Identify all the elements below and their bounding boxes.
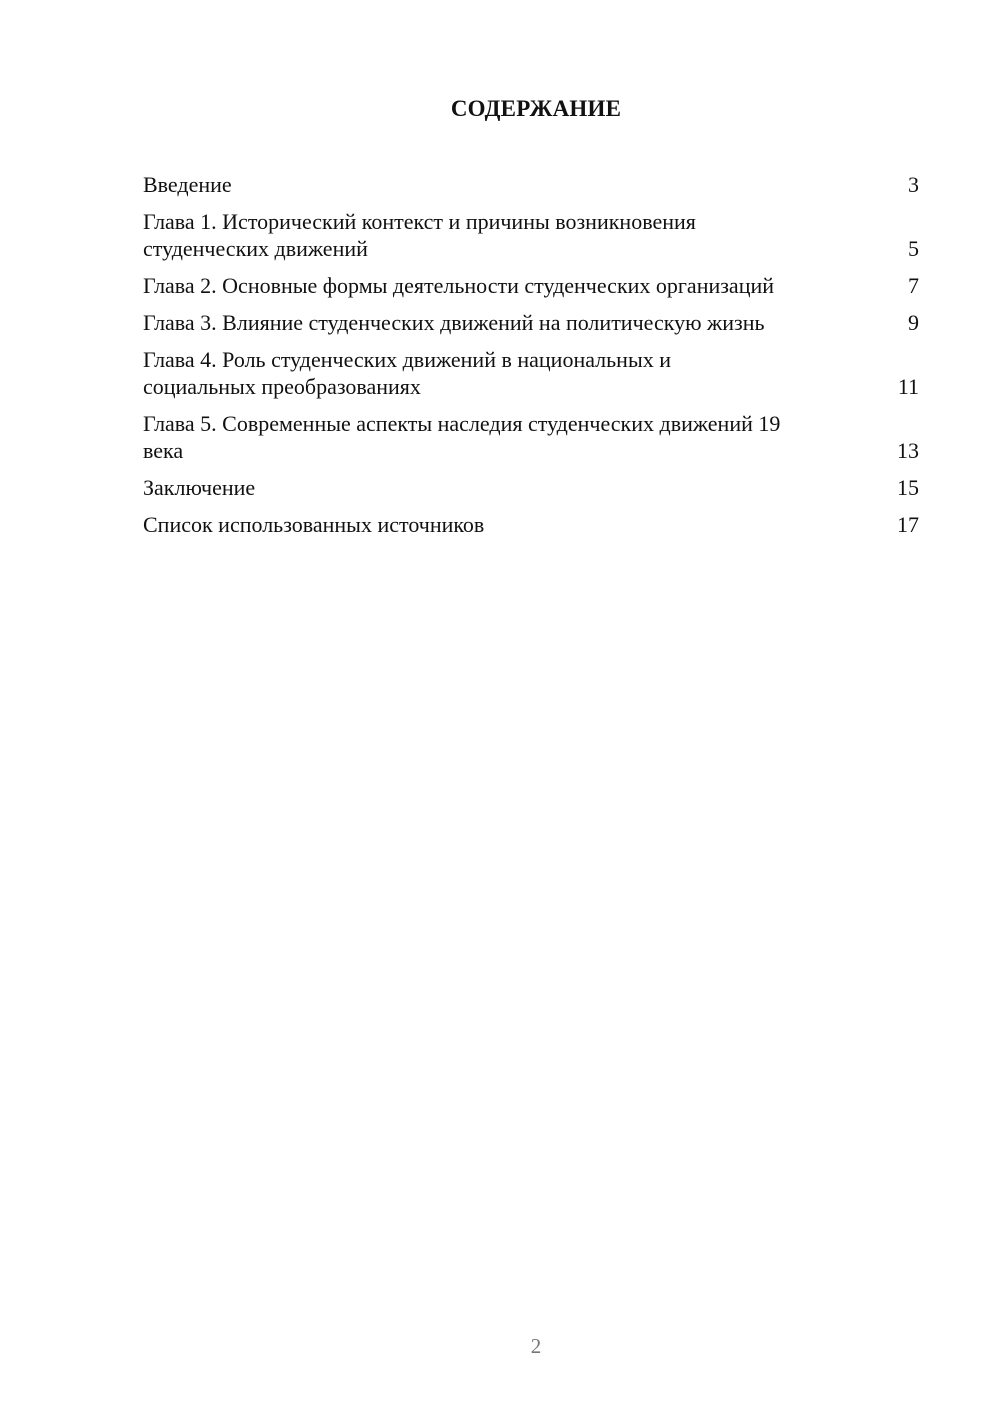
toc-entry-text: Заключение	[143, 475, 256, 500]
toc-entry-introduction	[143, 171, 919, 198]
toc-entry-page: 13	[897, 438, 919, 463]
toc-entry-conclusion	[143, 474, 919, 501]
toc-entry-text: Список использованных источников	[143, 512, 485, 537]
toc-entry-text: Глава 5. Современные аспекты наследия студенческих движений 19 века	[143, 411, 781, 463]
toc-entry-chapter-5	[143, 410, 919, 464]
toc-entry-text: Глава 4. Роль студенческих движений в национальных и социальных преобразованиях	[143, 347, 672, 399]
toc-entry-page: 3	[908, 172, 919, 197]
page-number: 2	[530, 1334, 542, 1358]
toc-entry-text: Глава 2. Основные формы деятельности студенческих организаций	[143, 273, 775, 298]
page-title: СОДЕРЖАНИЕ	[450, 96, 622, 121]
toc-entry-page: 17	[897, 512, 919, 537]
toc-entry-text: Глава 1. Исторический контекст и причины возникновения студенческих движений	[143, 209, 696, 261]
table-of-contents	[143, 171, 919, 548]
toc-entry-page: 15	[897, 475, 919, 500]
toc-entry-chapter-3	[143, 309, 919, 336]
toc-entry-page: 9	[908, 310, 919, 335]
toc-entry-chapter-4	[143, 346, 919, 400]
toc-entry-chapter-1	[143, 208, 919, 262]
toc-entry-page: 11	[897, 374, 919, 399]
toc-entry-text: Глава 3. Влияние студенческих движений на политическую жизнь	[143, 310, 765, 335]
toc-entry-references	[143, 511, 919, 538]
toc-entry-page: 5	[908, 236, 919, 261]
toc-entry-page: 7	[908, 273, 919, 298]
toc-entry-text: Введение	[143, 172, 232, 197]
toc-entry-chapter-2	[143, 272, 919, 299]
